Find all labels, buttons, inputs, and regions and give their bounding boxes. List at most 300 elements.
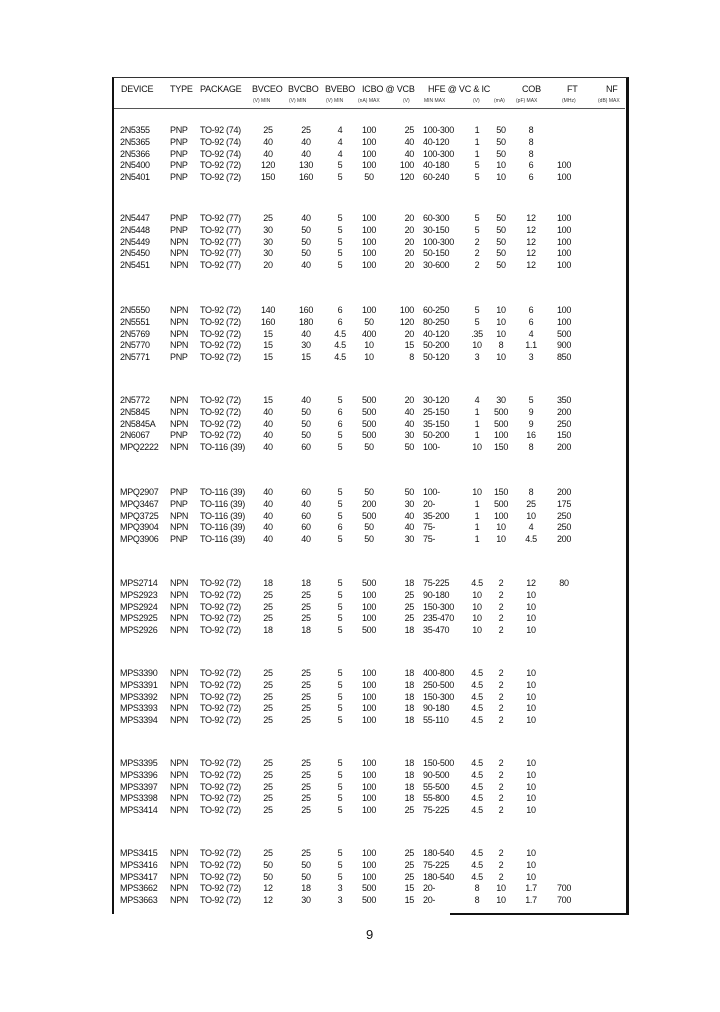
cell-package: TO-116 (39) <box>200 498 245 509</box>
cell-type: NPN <box>170 316 189 327</box>
cell-package: TO-92 (72) <box>200 340 241 351</box>
cell-type: NPN <box>170 769 189 780</box>
cell-vcb: 20 <box>404 260 414 271</box>
cell-ic: 2 <box>498 805 504 816</box>
cell-bvceo: 140 <box>260 305 276 315</box>
cell-type: NPN <box>170 625 189 636</box>
cell-bvebo: 4 <box>337 148 343 159</box>
cell-bvcbo: 60 <box>301 522 311 533</box>
cell-type: NPN <box>170 758 189 768</box>
cell-device: 2N5365 <box>120 136 150 147</box>
cell-vc: 10 <box>472 601 482 612</box>
cell-icbo: 100 <box>361 160 377 171</box>
cell-icbo: 500 <box>361 883 377 894</box>
cell-ic: 10 <box>496 534 506 545</box>
cell-bvebo: 5 <box>337 871 343 882</box>
cell-package: TO-92 (72) <box>200 715 241 726</box>
cell-ft: 100 <box>556 316 572 327</box>
cell-package: TO-92 (74) <box>200 125 241 135</box>
cell-cob: 9 <box>528 418 534 429</box>
cell-hfe: 35-200 <box>423 510 450 521</box>
cell-ic: 2 <box>498 679 504 690</box>
cell-ic: 10 <box>496 328 506 339</box>
cell-vcb: 25 <box>404 125 414 135</box>
cell-bvcbo: 30 <box>301 340 311 351</box>
col-ft: FT <box>567 84 578 94</box>
cell-vcb: 40 <box>404 406 414 417</box>
cell-ic: 100 <box>493 430 509 441</box>
cell-bvceo: 40 <box>263 522 273 533</box>
cell-icbo: 100 <box>361 236 377 247</box>
cell-ic: 30 <box>496 395 506 405</box>
cell-vcb: 120 <box>399 316 414 327</box>
cell-type: PNP <box>170 352 188 363</box>
cell-vcb: 8 <box>409 352 414 363</box>
cell-vc: 1 <box>474 498 480 509</box>
cell-vcb: 25 <box>404 871 414 882</box>
cell-cob: 10 <box>526 691 536 702</box>
cell-hfe: 20- <box>423 883 436 894</box>
cell-bvebo: 4.5 <box>334 352 346 363</box>
table-bottom-rule <box>450 913 629 915</box>
cell-device: MPS3390 <box>120 668 158 678</box>
cell-vc: 1 <box>474 125 480 135</box>
cell-ft: 150 <box>556 430 572 441</box>
cell-device: 2N5366 <box>120 148 150 159</box>
cell-device: MPS3663 <box>120 895 158 906</box>
cell-bvceo: 50 <box>263 859 273 870</box>
cell-icbo: 100 <box>361 125 377 135</box>
cell-bvebo: 5 <box>337 781 343 792</box>
cell-device: MPQ3904 <box>120 522 159 533</box>
cell-type: NPN <box>170 236 189 247</box>
cell-ft: 100 <box>556 305 572 315</box>
cell-device: 2N5771 <box>120 352 150 363</box>
cell-type: NPN <box>170 248 189 259</box>
cell-package: TO-92 (72) <box>200 589 241 600</box>
cell-ic: 10 <box>496 316 506 327</box>
cell-vcb: 40 <box>404 148 414 159</box>
cell-vc: 3 <box>474 352 480 363</box>
cell-bvceo: 12 <box>263 883 273 894</box>
cell-ic: 2 <box>498 601 504 612</box>
cell-hfe: 180-540 <box>423 871 454 882</box>
cell-package: TO-92 (72) <box>200 793 241 804</box>
cell-hfe: 90-180 <box>423 589 450 600</box>
cell-bvceo: 150 <box>260 172 276 183</box>
cell-cob: 6 <box>528 172 534 183</box>
col-device: DEVICE <box>121 84 154 94</box>
cell-vc: 4.5 <box>471 691 483 702</box>
cell-bvceo: 40 <box>263 136 273 147</box>
cell-bvebo: 5 <box>337 172 343 183</box>
cell-package: TO-92 (77) <box>200 260 241 271</box>
cell-ic: 10 <box>496 883 506 894</box>
cell-ic: 2 <box>498 715 504 726</box>
cell-bvebo: 5 <box>337 224 343 235</box>
cell-hfe: 40-120 <box>423 328 450 339</box>
cell-device: 2N5447 <box>120 213 150 223</box>
cell-type: PNP <box>170 213 188 223</box>
cell-package: TO-92 (72) <box>200 601 241 612</box>
cell-cob: 12 <box>526 248 536 259</box>
unit-vc: (V) <box>473 98 480 104</box>
cell-bvcbo: 18 <box>301 625 311 636</box>
cell-ic: 50 <box>496 213 506 223</box>
cell-ft: 250 <box>556 418 572 429</box>
cell-bvebo: 5 <box>337 848 343 858</box>
cell-type: NPN <box>170 613 189 624</box>
cell-type: NPN <box>170 679 189 690</box>
cell-bvceo: 25 <box>263 691 273 702</box>
cell-ic: 2 <box>498 691 504 702</box>
cell-bvcbo: 180 <box>298 316 314 327</box>
cell-bvebo: 4 <box>337 125 343 135</box>
cell-bvceo: 25 <box>263 589 273 600</box>
cell-bvebo: 5 <box>337 442 343 453</box>
cell-device: MPS3417 <box>120 871 158 882</box>
unit-cob: (pF) MAX <box>516 98 538 104</box>
cell-icbo: 100 <box>361 679 377 690</box>
cell-icbo: 500 <box>361 578 377 588</box>
cell-bvebo: 5 <box>337 510 343 521</box>
cell-bvceo: 40 <box>263 148 273 159</box>
cell-hfe: 90-180 <box>423 703 450 714</box>
cell-bvcbo: 50 <box>301 418 311 429</box>
cell-icbo: 100 <box>361 805 377 816</box>
cell-bvcbo: 50 <box>301 859 311 870</box>
cell-package: TO-92 (72) <box>200 703 241 714</box>
unit-ft: (MHz) <box>562 98 576 104</box>
col-type: TYPE <box>170 84 193 94</box>
cell-device: MPS2714 <box>120 578 158 588</box>
cell-ic: 2 <box>498 589 504 600</box>
cell-bvcbo: 18 <box>301 578 311 588</box>
cell-package: TO-92 (72) <box>200 848 241 858</box>
cell-bvebo: 5 <box>337 793 343 804</box>
cell-cob: 12 <box>526 213 536 223</box>
col-bvcbo: BVCBO <box>288 84 319 94</box>
cell-device: MPS2926 <box>120 625 158 636</box>
cell-package: TO-92 (72) <box>200 395 241 405</box>
cell-vcb: 25 <box>404 859 414 870</box>
cell-ic: 150 <box>493 442 509 453</box>
cell-ic: 2 <box>498 848 504 858</box>
cell-hfe: 250-500 <box>423 679 454 690</box>
cell-bvceo: 25 <box>263 793 273 804</box>
cell-vc: 1 <box>474 406 480 417</box>
cell-hfe: 35-150 <box>423 418 450 429</box>
cell-hfe: 20- <box>423 895 436 906</box>
cell-ic: 500 <box>493 498 509 509</box>
cell-ic: 10 <box>496 352 506 363</box>
cell-type: PNP <box>170 534 188 545</box>
cell-ic: 2 <box>498 781 504 792</box>
cell-bvceo: 25 <box>263 679 273 690</box>
cell-bvceo: 40 <box>263 418 273 429</box>
cell-icbo: 100 <box>361 781 377 792</box>
cell-vcb: 18 <box>404 758 414 768</box>
unit-bvcbo: (V) MIN <box>289 98 307 104</box>
cell-vc: 2 <box>474 260 480 271</box>
cell-type: PNP <box>170 430 188 441</box>
cell-vcb: 18 <box>404 578 414 588</box>
cell-device: MPS3398 <box>120 793 158 804</box>
cell-vcb: 40 <box>404 510 414 521</box>
cell-bvceo: 25 <box>263 125 273 135</box>
cell-bvebo: 6 <box>337 522 343 533</box>
cell-ft: 100 <box>556 248 572 259</box>
cell-ic: 10 <box>496 895 506 906</box>
cell-vcb: 18 <box>404 769 414 780</box>
cell-vc: 10 <box>472 589 482 600</box>
cell-package: TO-92 (72) <box>200 160 241 171</box>
cell-package: TO-116 (39) <box>200 534 245 545</box>
cell-device: 2N5550 <box>120 305 150 315</box>
cell-bvceo: 25 <box>263 668 273 678</box>
cell-bvcbo: 25 <box>301 601 311 612</box>
cell-vc: 4.5 <box>471 769 483 780</box>
cell-bvebo: 5 <box>337 769 343 780</box>
cell-ft: 250 <box>556 510 572 521</box>
cell-cob: 10 <box>526 769 536 780</box>
cell-vcb: 18 <box>404 691 414 702</box>
cell-hfe: 20- <box>423 498 436 509</box>
cell-ft: 100 <box>556 172 572 183</box>
cell-ic: 2 <box>498 578 504 588</box>
cell-package: TO-116 (39) <box>200 442 245 453</box>
cell-icbo: 500 <box>361 395 377 405</box>
cell-ic: 500 <box>493 406 509 417</box>
cell-ft: 80 <box>559 578 569 588</box>
cell-hfe: 150-300 <box>423 691 454 702</box>
cell-bvceo: 160 <box>260 316 276 327</box>
cell-vcb: 18 <box>404 679 414 690</box>
cell-device: 2N5772 <box>120 395 150 405</box>
cell-ic: 50 <box>496 148 506 159</box>
cell-device: MPS2923 <box>120 589 158 600</box>
cell-vc: 10 <box>472 340 482 351</box>
cell-cob: 5 <box>528 395 534 405</box>
cell-cob: 25 <box>526 498 536 509</box>
cell-bvcbo: 25 <box>301 703 311 714</box>
cell-vcb: 15 <box>404 340 414 351</box>
cell-bvebo: 5 <box>337 859 343 870</box>
unit-vcb: (V) <box>403 98 410 104</box>
cell-hfe: 75-225 <box>423 578 450 588</box>
cell-vc: 8 <box>474 883 480 894</box>
cell-bvcbo: 50 <box>301 236 311 247</box>
cell-hfe: 400-800 <box>423 668 454 678</box>
cell-package: TO-92 (72) <box>200 859 241 870</box>
cell-cob: 1.7 <box>525 895 537 906</box>
cell-ft: 900 <box>556 340 572 351</box>
cell-cob: 4 <box>528 522 534 533</box>
cell-hfe: 100- <box>423 442 440 453</box>
cell-hfe: 150-300 <box>423 601 454 612</box>
cell-hfe: 75- <box>423 522 436 533</box>
cell-device: 2N5400 <box>120 160 150 171</box>
cell-type: NPN <box>170 859 189 870</box>
cell-bvebo: 5 <box>337 668 343 678</box>
cell-cob: 10 <box>526 589 536 600</box>
cell-hfe: 50-120 <box>423 352 450 363</box>
cell-device: MPS2925 <box>120 613 158 624</box>
cell-ft: 200 <box>556 487 572 497</box>
cell-hfe: 25-150 <box>423 406 450 417</box>
cell-vc: 8 <box>474 895 480 906</box>
cell-type: NPN <box>170 328 189 339</box>
cell-type: NPN <box>170 703 189 714</box>
cell-icbo: 200 <box>361 498 377 509</box>
cell-type: NPN <box>170 395 189 405</box>
page-number: 9 <box>366 927 374 942</box>
cell-vc: 1 <box>474 430 480 441</box>
cell-hfe: 180-540 <box>423 848 454 858</box>
cell-cob: 6 <box>528 316 534 327</box>
cell-bvcbo: 25 <box>301 125 311 135</box>
cell-icbo: 400 <box>361 328 377 339</box>
cell-cob: 10 <box>526 781 536 792</box>
cell-vc: 5 <box>474 305 480 315</box>
cell-icbo: 100 <box>361 848 377 858</box>
cell-bvebo: 5 <box>337 625 343 636</box>
cell-icbo: 50 <box>364 534 374 545</box>
cell-device: MPQ2222 <box>120 442 159 453</box>
cell-package: TO-92 (72) <box>200 613 241 624</box>
cell-hfe: 100- <box>423 487 440 497</box>
cell-cob: 10 <box>526 613 536 624</box>
cell-bvcbo: 25 <box>301 589 311 600</box>
cell-hfe: 100-300 <box>423 148 454 159</box>
col-package: PACKAGE <box>200 84 242 94</box>
cell-ic: 100 <box>493 510 509 521</box>
cell-ic: 500 <box>493 418 509 429</box>
cell-ic: 8 <box>498 340 504 351</box>
cell-bvcbo: 130 <box>298 160 314 171</box>
cell-cob: 9 <box>528 406 534 417</box>
cell-bvcbo: 25 <box>301 805 311 816</box>
cell-icbo: 100 <box>361 136 377 147</box>
cell-type: NPN <box>170 510 189 521</box>
cell-vcb: 15 <box>404 883 414 894</box>
cell-vcb: 40 <box>404 136 414 147</box>
cell-bvebo: 5 <box>337 498 343 509</box>
cell-icbo: 50 <box>364 442 374 453</box>
cell-ic: 50 <box>496 224 506 235</box>
cell-bvcbo: 25 <box>301 758 311 768</box>
cell-vc: .35 <box>471 328 483 339</box>
cell-bvcbo: 15 <box>301 352 311 363</box>
cell-vcb: 15 <box>404 895 414 906</box>
cell-bvcbo: 60 <box>301 487 311 497</box>
cell-ft: 200 <box>556 406 572 417</box>
cell-device: MPS3396 <box>120 769 158 780</box>
cell-ft: 100 <box>556 213 572 223</box>
cell-package: TO-92 (77) <box>200 248 241 259</box>
cell-bvebo: 5 <box>337 715 343 726</box>
cell-bvceo: 30 <box>263 236 273 247</box>
cell-cob: 8 <box>528 487 534 497</box>
cell-ft: 250 <box>556 522 572 533</box>
cell-bvcbo: 50 <box>301 406 311 417</box>
cell-bvebo: 4 <box>337 136 343 147</box>
cell-device: 2N5845A <box>120 418 156 429</box>
cell-bvcbo: 25 <box>301 679 311 690</box>
cell-cob: 12 <box>526 578 536 588</box>
cell-bvceo: 15 <box>263 352 273 363</box>
cell-icbo: 50 <box>364 522 374 533</box>
cell-icbo: 100 <box>361 305 377 315</box>
cell-vcb: 18 <box>404 715 414 726</box>
cell-vcb: 20 <box>404 248 414 259</box>
cell-cob: 1.1 <box>525 340 537 351</box>
cell-type: NPN <box>170 406 189 417</box>
cell-icbo: 100 <box>361 260 377 271</box>
cell-cob: 10 <box>526 859 536 870</box>
cell-vcb: 25 <box>404 601 414 612</box>
cell-bvebo: 5 <box>337 248 343 259</box>
cell-device: MPS3662 <box>120 883 158 894</box>
cell-vc: 10 <box>472 487 482 497</box>
cell-ft: 350 <box>556 395 572 405</box>
cell-device: 2N6067 <box>120 430 150 441</box>
cell-cob: 10 <box>526 871 536 882</box>
cell-bvcbo: 50 <box>301 224 311 235</box>
cell-icbo: 100 <box>361 248 377 259</box>
cell-hfe: 55-110 <box>423 715 449 726</box>
cell-vcb: 18 <box>404 781 414 792</box>
unit-ic: (mA) <box>494 98 505 104</box>
cell-type: NPN <box>170 340 189 351</box>
cell-device: 2N5551 <box>120 316 150 327</box>
col-nf: NF <box>606 84 618 94</box>
cell-type: PNP <box>170 172 188 183</box>
cell-bvcbo: 25 <box>301 613 311 624</box>
cell-package: TO-92 (72) <box>200 406 241 417</box>
cell-device: MPS3397 <box>120 781 158 792</box>
cell-vcb: 18 <box>404 625 414 636</box>
cell-type: PNP <box>170 160 188 171</box>
cell-hfe: 50-200 <box>423 340 450 351</box>
cell-cob: 8 <box>528 136 534 147</box>
cell-bvcbo: 40 <box>301 136 311 147</box>
cell-package: TO-92 (72) <box>200 883 241 894</box>
cell-vcb: 20 <box>404 224 414 235</box>
cell-bvcbo: 50 <box>301 248 311 259</box>
cell-device: MPS3391 <box>120 679 158 690</box>
cell-device: 2N5769 <box>120 328 150 339</box>
col-hfe-vc-ic: HFE @ VC & IC <box>428 84 491 94</box>
cell-vc: 4.5 <box>471 715 483 726</box>
cell-device: MPS3395 <box>120 758 158 768</box>
cell-device: MPQ2907 <box>120 487 159 497</box>
cell-cob: 6 <box>528 305 534 315</box>
cell-vc: 4.5 <box>471 848 483 858</box>
cell-bvceo: 50 <box>263 871 273 882</box>
cell-bvcbo: 18 <box>301 883 311 894</box>
cell-type: NPN <box>170 418 189 429</box>
cell-type: NPN <box>170 883 189 894</box>
cell-bvceo: 25 <box>263 715 273 726</box>
cell-bvceo: 18 <box>263 625 273 636</box>
cell-icbo: 100 <box>361 769 377 780</box>
cell-type: NPN <box>170 260 189 271</box>
cell-package: TO-92 (72) <box>200 305 241 315</box>
cell-package: TO-116 (39) <box>200 487 245 497</box>
cell-vc: 10 <box>472 625 482 636</box>
cell-ft: 100 <box>556 224 572 235</box>
